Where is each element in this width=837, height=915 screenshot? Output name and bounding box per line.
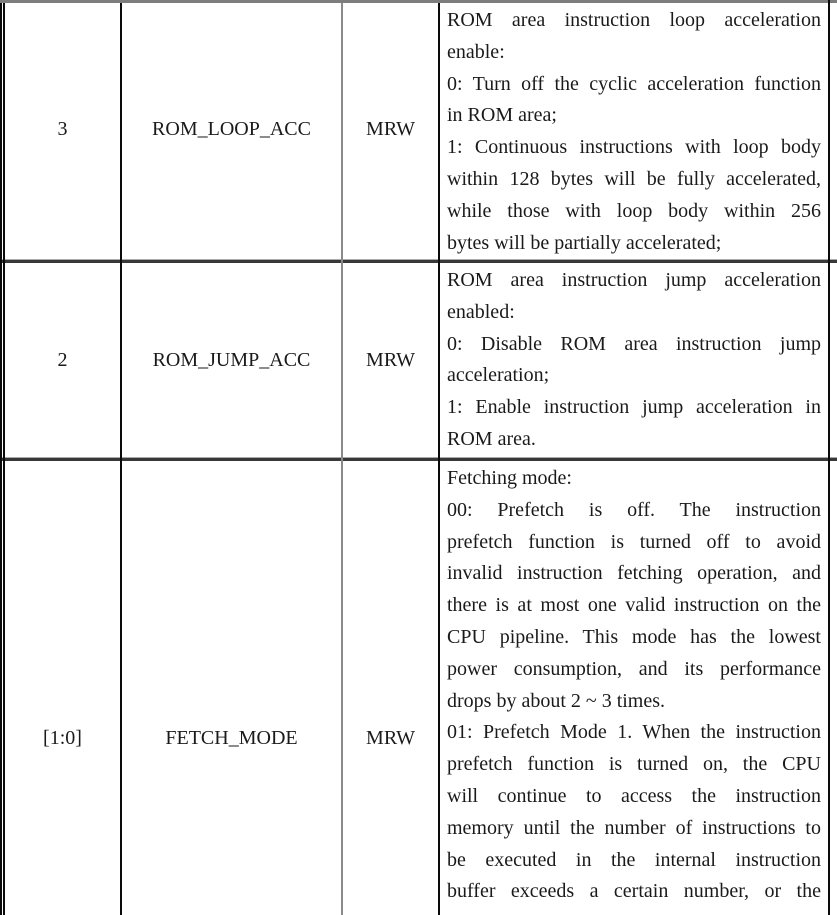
name-cell: FETCH_MODE — [165, 726, 298, 749]
description-line: 1: Enable instruction jump acceleration in — [447, 396, 821, 419]
description-line: will continue to access the instruction — [447, 784, 821, 807]
description-line: memory until the number of instructions to — [447, 816, 821, 839]
description-line: CPU pipeline. This mode has the lowest — [447, 625, 821, 648]
description-line: 00: Prefetch is off. The instruction — [447, 498, 821, 521]
description-line: there is at most one valid instruction on the — [447, 594, 821, 617]
bit-cell: 3 — [57, 118, 68, 140]
access-cell: MRW — [366, 348, 415, 371]
description-line: power consumption, and its performance — [447, 657, 821, 680]
description-cell — [440, 3, 828, 256]
description-line: prefetch function is turned on, the CPU — [447, 753, 821, 776]
access-cell: MRW — [366, 726, 415, 749]
description-line: 0: Turn off the cyclic acceleration function — [447, 72, 821, 95]
description-line: while those with loop body within 256 — [447, 199, 821, 222]
name-cell: ROM_JUMP_ACC — [152, 348, 311, 371]
description-line: invalid instruction fetching operation, and — [447, 562, 821, 585]
table-right-border — [828, 0, 830, 915]
description-cell — [440, 263, 828, 457]
description-line: ROM area instruction jump acceleration — [447, 269, 821, 291]
description-line: 1: Continuous instructions with loop body — [447, 136, 821, 159]
description-line: acceleration; — [447, 364, 550, 387]
description-line: prefetch function is turned off to avoid — [447, 530, 821, 553]
description-line: enable: — [447, 40, 505, 63]
table-left-border-outer — [0, 3, 2, 915]
bit-cell: 2 — [57, 348, 68, 371]
description-line: enabled: — [447, 300, 515, 323]
description-line: drops by about 2 ~ 3 times. — [447, 689, 666, 712]
description-line: ROM area. — [447, 427, 536, 450]
bit-cell: [1:0] — [43, 726, 82, 749]
description-line: bytes will be partially accelerated; — [447, 231, 722, 254]
description-line: 0: Disable ROM area instruction jump — [447, 332, 821, 355]
name-cell: ROM_LOOP_ACC — [152, 118, 311, 140]
description-line: 01: Prefetch Mode 1. When the instruction — [447, 721, 821, 744]
description-line: buffer exceeds a certain number, or the — [447, 880, 821, 903]
description-cell — [440, 461, 828, 915]
description-line: in ROM area; — [447, 104, 557, 127]
description-line: within 128 bytes will be fully accelerated, — [447, 167, 821, 190]
description-line: Fetching mode: — [447, 467, 572, 489]
description-line: ROM area instruction loop acceleration — [447, 9, 821, 31]
access-cell: MRW — [366, 118, 415, 140]
description-line: be executed in the internal instruction — [447, 848, 821, 871]
